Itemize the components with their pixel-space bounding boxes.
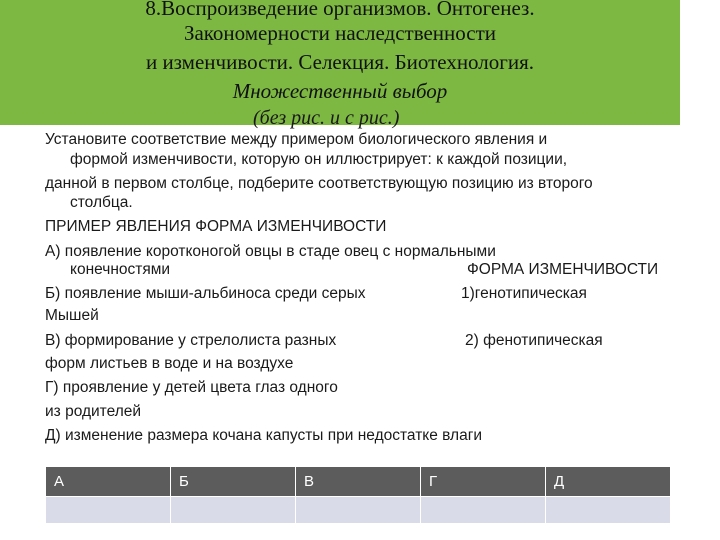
example-b: Б) появление мыши-альбиноса среди серых <box>45 285 366 302</box>
task-line-4: столбца. <box>70 194 133 211</box>
example-v: В) формирование у стрелолиста разных <box>45 332 337 349</box>
title-line-2: Закономерности наследственности <box>183 21 497 45</box>
example-b-cont: Мышей <box>45 307 99 324</box>
answer-cell-g[interactable] <box>421 497 546 524</box>
answer-header-d: Д <box>546 467 671 497</box>
answer-cell-a[interactable] <box>46 497 171 524</box>
example-a: А) появление коротконогой овцы в стаде овец с нормальными <box>45 243 496 260</box>
title-line-1: 8.Воспроизведение организмов. Онтогенез. <box>145 0 535 20</box>
answer-table-input-row <box>46 497 671 524</box>
task-line-1: Установите соответствие между примером биологического явления и <box>45 131 548 148</box>
task-line-3: данной в первом столбце, подберите соответствующую позицию из второго <box>45 175 593 192</box>
example-v-cont: форм листьев в воде и на воздухе <box>45 355 294 372</box>
forms-heading: ФОРМА ИЗМЕНЧИВОСТИ <box>467 261 659 278</box>
answer-table <box>45 466 671 524</box>
form-option-2: 2) фенотипическая <box>465 332 603 349</box>
answer-header-g: Г <box>421 467 546 497</box>
columns-heading: ПРИМЕР ЯВЛЕНИЯ ФОРМА ИЗМЕНЧИВОСТИ <box>45 218 387 235</box>
answer-cell-d[interactable] <box>546 497 671 524</box>
example-g-cont: из родителей <box>45 403 142 420</box>
example-g: Г) проявление у детей цвета глаз одного <box>45 379 338 396</box>
answer-cell-v[interactable] <box>296 497 421 524</box>
example-a-cont: конечностями <box>70 261 171 278</box>
answer-cell-b[interactable] <box>171 497 296 524</box>
form-option-1: 1)генотипическая <box>461 285 587 302</box>
task-line-2: формой изменчивости, которую он иллюстрирует: к каждой позиции, <box>70 151 568 168</box>
title-subtitle: Множественный выбор <box>232 79 448 103</box>
title-note: (без рис. и с рис.) <box>253 107 400 129</box>
title-line-3: и изменчивости. Селекция. Биотехнология. <box>145 50 535 74</box>
example-d: Д) изменение размера кочана капусты при недостатке влаги <box>45 427 483 444</box>
answer-table-header-row <box>46 467 671 497</box>
answer-header-a: А <box>46 467 171 497</box>
answer-header-b: Б <box>171 467 296 497</box>
answer-header-v: В <box>296 467 421 497</box>
